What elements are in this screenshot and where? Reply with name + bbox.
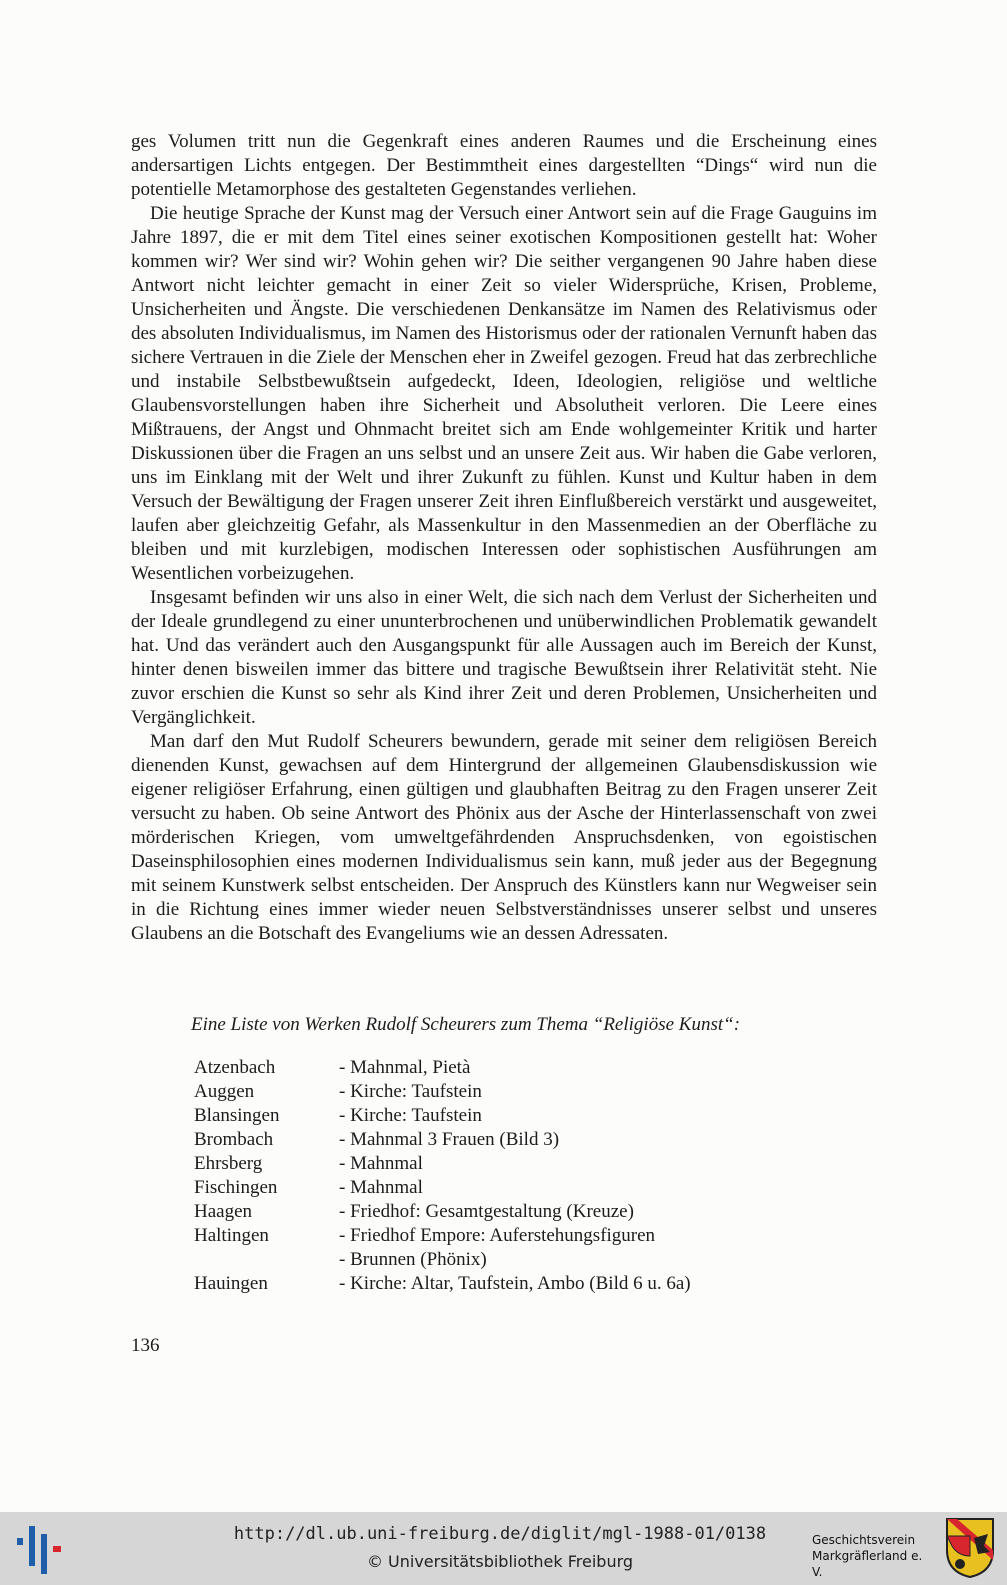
list-item xyxy=(194,1080,794,1104)
list-item xyxy=(194,1248,794,1272)
paragraph: Man darf den Mut Rudolf Scheurers bewundern, gerade mit seiner dem religiösen Bereich dienenden Kunst, gewachsen auf dem Hintergrund der allgemeinen Glaubensdiskussion wie eigener religiöser Erfahrung, einen gültigen und glaubhaften Beitrag zu den Fragen unserer Zeit versucht zu haben. Ob seine Antwort des Phönix aus der Asche der Hinterlassenschaft von zwei mörderischen Kriegen, vom umweltgefährdenden Anspruchsdenken, von egoistischen Daseinsphilosophien eines modernen Individualismus sein kann, muß jeder aus der Begegnung mit seinem Kunstwerk selbst entscheiden. Der Anspruch des Künstlers kann nur Wegweiser sein in die Richtung eines immer wieder neuen Selbstverständnisses unserer selbst und unseres Glaubens an die Botschaft des Evangeliums wie an dessen Adressaten. xyxy=(131,731,877,944)
list-item xyxy=(194,1128,794,1152)
paragraph: Insgesamt befinden wir uns also in einer Welt, die sich nach dem Verlust der Sicherheiten und der Ideale grundlegend zu einer ununterbrochenen und unüberwindlichen Problematik gewandelt hat. Und das verändert auch den Ausgangspunkt für alle Aussagen auch im Bereich der Kunst, hinter denen bisweilen immer das bittere und tragische Bewußtsein ihrer Relativität steht. Nie zuvor erschien die Kunst so sehr als Kind ihrer Zeit und deren Problemen, Unsicherheiten und Vergänglichkeit. xyxy=(131,587,877,728)
work-description: - Mahnmal xyxy=(339,1177,423,1198)
work-place: Auggen xyxy=(194,1081,255,1102)
work-description: - Friedhof Empore: Auferstehungsfiguren xyxy=(339,1225,656,1246)
works-list-title: Eine Liste von Werken Rudolf Scheurers zum Thema “Religiöse Kunst“: xyxy=(191,1014,741,1035)
work-place: Haagen xyxy=(194,1201,253,1222)
list-item xyxy=(194,1152,794,1176)
footer-bar xyxy=(0,1512,1007,1585)
work-description: - Mahnmal xyxy=(339,1153,423,1174)
coat-of-arms-icon[interactable] xyxy=(944,1516,996,1580)
work-description: - Kirche: Taufstein xyxy=(339,1081,482,1102)
work-description: - Mahnmal, Pietà xyxy=(339,1057,471,1078)
list-item xyxy=(194,1056,794,1080)
list-item xyxy=(194,1200,794,1224)
work-place: Hauingen xyxy=(194,1273,268,1294)
list-item xyxy=(194,1272,794,1296)
work-place: Fischingen xyxy=(194,1177,278,1198)
works-list xyxy=(194,1056,794,1296)
society-name xyxy=(812,1532,932,1580)
list-item xyxy=(194,1104,794,1128)
work-place: Ehrsberg xyxy=(194,1153,263,1174)
list-item xyxy=(194,1176,794,1200)
work-place: Atzenbach xyxy=(194,1057,276,1078)
work-description: - Kirche: Taufstein xyxy=(339,1105,482,1126)
society-name-line: Markgräflerland e. V. xyxy=(812,1549,923,1579)
society-name-line: Geschichtsverein xyxy=(812,1533,916,1547)
work-description: - Friedhof: Gesamtgestaltung (Kreuze) xyxy=(339,1201,634,1222)
work-description: - Kirche: Altar, Taufstein, Ambo (Bild 6 u. 6a) xyxy=(339,1273,691,1294)
work-place: Haltingen xyxy=(194,1225,269,1246)
footer-copyright: © Universitätsbibliothek Freiburg xyxy=(366,1552,634,1571)
ub-freiburg-logo-icon[interactable] xyxy=(14,1518,66,1576)
work-description: - Brunnen (Phönix) xyxy=(339,1249,487,1270)
body-text xyxy=(131,130,877,946)
work-place: Brombach xyxy=(194,1129,274,1150)
work-place xyxy=(194,1248,339,1272)
work-place: Blansingen xyxy=(194,1105,280,1126)
paragraph: ges Volumen tritt nun die Gegenkraft eines anderen Raumes und die Erscheinung eines andersartigen Lichts entgegen. Der Bestimmtheit eines dargestellten “Dings“ wird nun die potentielle Metamorphose des gestalteten Gegenstandes verliehen. xyxy=(131,131,877,200)
work-description: - Mahnmal 3 Frauen (Bild 3) xyxy=(339,1129,560,1150)
footer-url-link[interactable]: http://dl.ub.uni-freiburg.de/diglit/mgl-1988-01/0138 xyxy=(233,1524,767,1544)
paragraph: Die heutige Sprache der Kunst mag der Versuch einer Antwort sein auf die Frage Gauguins im Jahre 1897, die er mit dem Titel eines seiner exotischen Kompositionen gestellt hat: Woher kommen wir? Wer sind wir? Wohin gehen wir? Die seither vergangenen 90 Jahre haben diese Antwort nicht leichter gemacht in einer Zeit so vieler Widersprüche, Krisen, Probleme, Unsicherheiten und Ängste. Die verschiedenen Denkansätze im Namen des Relativismus oder des absoluten Individualismus, im Namen des Historismus oder der rationalen Vernunft haben das sichere Vertrauen in die Ziele der Menschen eher in Zweifel gezogen. Freud hat das zerbrechliche und instabile Selbstbewußtsein aufgedeckt, Ideen, Ideologien, religiöse und weltliche Glaubensvorstellungen haben ihre Sicherheit und Absolutheit verloren. Die Leere eines Mißtrauens, der Angst und Ohnmacht breitet sich am Ende wohlgemeinter Kritik und harter Diskussionen über die Fragen an uns selbst und an unsere Zeit aus. Wir haben die Gabe verloren, uns im Einklang mit der Welt und ihrer Zukunft zu fühlen. Kunst und Kultur haben in dem Versuch der Bewältigung der Fragen unserer Zeit ihren Einflußbereich verstärkt und ausgeweitet, laufen aber gleichzeitig Gefahr, als Massenkultur in den Massenmedien an der Oberfläche zu bleiben und mit kurzlebigen, modischen Interessen oder sophistischen Ausführungen am Wesentlichen vorbeizugehen. xyxy=(131,203,877,584)
page-number: 136 xyxy=(131,1335,160,1356)
list-item xyxy=(194,1224,794,1248)
